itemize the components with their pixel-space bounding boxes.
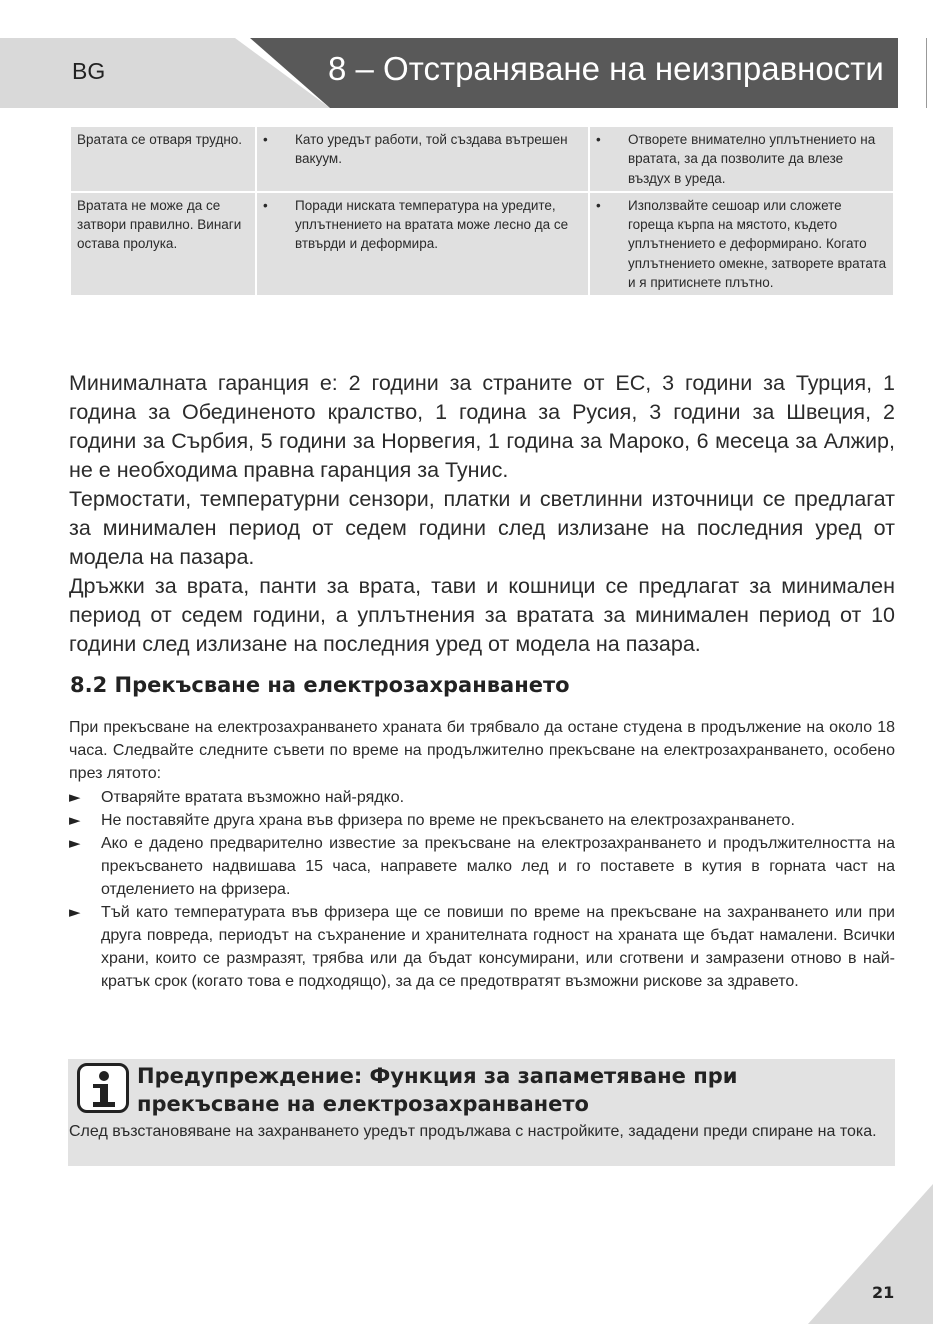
solution-text: Използвайте сешоар или сложете гореща кърпа на мястото, където уплътнението е деформирано. Когато уплътнението омекне, затворете вратата и я притиснете плътно.: [628, 197, 887, 291]
chapter-title: 8 – Отстраняване на неизправности: [328, 50, 884, 87]
section-intro: При прекъсване на електрозахранването храната би трябвало да остане студена в продължение на около 18 часа. Следвайте следните съвети по време на продължително прекъсване на електрозахранването, особено през лятото:: [69, 719, 895, 782]
page-corner-decoration: [808, 1184, 933, 1324]
warranty-paragraph: Минималната гаранция е: 2 години за страните от ЕС, 3 години за Турция, 1 година за Обединеното кралство, 1 година за Русия, 3 години за Швеция, 2 години за Сърбия, 5 години за Норвегия, 1 година за Мароко, 6 месеца за Алжир, не е необходима правна гаранция за Тунис.: [69, 371, 895, 482]
list-item-text: Отваряйте вратата възможно най-рядко.: [101, 789, 405, 806]
warning-text: След възстановяване на захранването уредът продължава с настройките, зададени преди спиране на тока.: [69, 1123, 877, 1140]
arrow-icon: ►: [69, 788, 81, 806]
page-number: 21: [872, 1283, 895, 1302]
cause-cell: [257, 127, 588, 191]
cause-text: Поради ниската температура на уредите, уплътнението на вратата може лесно да се втвърди и деформира.: [295, 197, 569, 252]
list-item-text: Не поставяйте друга храна във фризера по време не прекъсването на електрозахранването.: [101, 812, 795, 829]
problem-cell: Вратата не може да се затвори правилно. Винаги остава пролука.: [71, 193, 255, 295]
troubleshooting-table: [71, 127, 893, 297]
arrow-icon: ►: [69, 811, 81, 829]
arrow-icon: ►: [69, 834, 81, 852]
solution-cell: [590, 127, 893, 191]
spare-parts-paragraph-2: Дръжки за врата, панти за врата, тави и кошници се предлагат за минимален период от седем години, а уплътнения за вратата за минимален период от 10 години след излизане на последния уред от модела на пазара.: [69, 574, 895, 656]
solution-text: Отворете внимателно уплътнението на вратата, за да позволите да влезе въздух в уреда.: [628, 132, 876, 186]
language-code: BG: [72, 58, 106, 84]
warning-title: Предупреждение: Функция за запаметяване при прекъсване на електрозахранването: [137, 1064, 738, 1116]
bullet-icon: •: [263, 132, 268, 147]
list-item-text: Ако е дадено предварително известие за прекъсване на електрозахранването и продължителността на прекъсването надвишава 15 часа, направете малко лед и го поставете в кутия в горната част на отделението на фризера.: [101, 835, 895, 898]
cause-text: Като уредът работи, той създава вътрешен вакуум.: [295, 132, 568, 167]
list-item: [69, 786, 895, 809]
info-icon: [77, 1063, 129, 1113]
bullet-icon: •: [596, 197, 601, 213]
bullet-icon: •: [596, 132, 601, 147]
bullet-icon: •: [263, 197, 268, 213]
cause-cell: [257, 193, 588, 295]
list-item: [69, 832, 895, 901]
list-item: [69, 809, 895, 832]
table-row: [71, 193, 893, 295]
section-title: 8.2 Прекъсване на електрозахранването: [70, 673, 570, 697]
edge-mark: [926, 38, 927, 108]
problem-cell: Вратата се отваря трудно.: [71, 127, 255, 191]
advice-list: [69, 786, 895, 993]
table-row: [71, 127, 893, 191]
list-item-text: Тъй като температурата във фризера ще се повиши по време на прекъсване на захранването или при друга повреда, периодът на съхранение и хранителната годност на храната ще бъдат намалени. Всички храни, които се размразят, трябва или да бъдат консумирани, или сготвени и замразени отново в най-кратък срок (когато това е подходящо), за да се предотвратят възможни рискове за здравето.: [101, 904, 895, 990]
arrow-icon: ►: [69, 903, 81, 921]
solution-cell: [590, 193, 893, 295]
list-item: [69, 901, 895, 993]
spare-parts-paragraph: Термостати, температурни сензори, платки и светлинни източници се предлагат за минимален период от седем години след излизане на последния уред от модела на пазара.: [69, 487, 895, 569]
